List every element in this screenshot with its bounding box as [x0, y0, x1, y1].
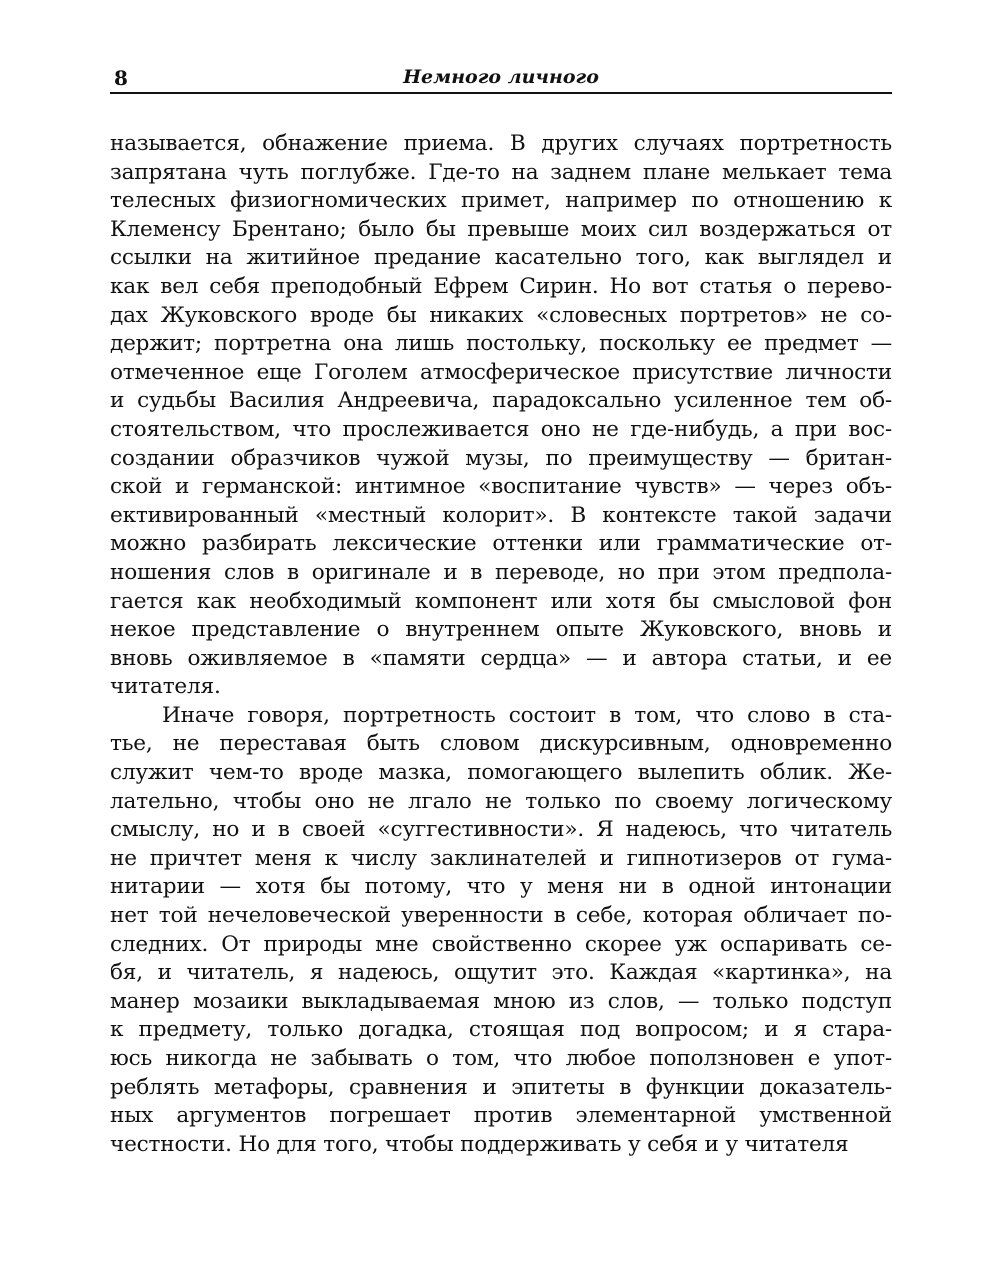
text-line: называется, обнажение приема. В других случаях портретность	[110, 131, 892, 156]
text-line: стоятельством, что прослеживается оно не где-нибудь, а при вос-	[110, 416, 892, 442]
book-page	[110, 60, 892, 1159]
text-line: юсь никогда не забывать о том, что любое поползновен е упот-	[110, 1046, 892, 1071]
text-line: телесных физиогномических примет, например по отношению к	[110, 188, 892, 214]
text-line: бя, и читатель, я надеюсь, ощутит это. Каждая «картинка», на	[110, 960, 892, 986]
text-line: не причтет меня к числу заклинателей и гипнотизеров от гума-	[110, 845, 892, 871]
text-line: гается как необходимый компонент или хотя бы смысловой фон	[110, 588, 892, 614]
text-line: нитарии — хотя бы потому, что у меня ни в одной интонации	[110, 874, 892, 900]
running-title: Немного личного	[403, 66, 599, 88]
text-line: вновь оживляемое в «памяти сердца» — и автора статьи, и ее	[110, 645, 892, 671]
text-line: читателя.	[110, 674, 221, 700]
text-line: смыслу, но и в своей «суггестивности». Я надеюсь, что читатель	[110, 817, 892, 843]
text-line: реблять метафоры, сравнения и эпитеты в функции доказатель-	[110, 1074, 892, 1100]
text-line: запрятана чуть поглубже. Где-то на заднем плане мелькает тема	[110, 159, 892, 185]
text-line: держит; портретна она лишь постольку, поскольку ее предмет —	[110, 331, 892, 357]
text-line: нет той нечеловеческой уверенности в себе, которая обличает по-	[110, 903, 892, 929]
text-line: манер мозаики выкладываемая мною из слов, — только подступ	[110, 988, 892, 1014]
text-line: некое представление о внутреннем опыте Жуковского, вновь и	[110, 617, 892, 643]
text-line: как вел себя преподобный Ефрем Сирин. Но вот статья о перево-	[110, 273, 892, 299]
text-line: тье, не переставая быть словом дискурсивным, одновременно	[110, 731, 892, 757]
text-line: отмеченное еще Гоголем атмосферическое присутствие личности	[110, 359, 892, 385]
text-line: и судьбы Василия Андреевича, парадоксально усиленное тем об-	[110, 388, 892, 414]
text-line: можно разбирать лексические оттенки или грамматические от-	[110, 531, 892, 557]
text-line: создании образчиков чужой музы, по преимуществу — британ-	[110, 445, 892, 471]
text-line: лательно, чтобы оно не лгало не только по своему логическому	[110, 788, 892, 814]
text-line: Иначе говоря, портретность состоит в том, что слово в ста-	[162, 702, 892, 728]
text-line: следних. От природы мне свойственно скорее уж оспаривать се-	[110, 931, 892, 957]
paragraph	[110, 702, 892, 1160]
body-text	[110, 130, 892, 1159]
text-line: ссылки на житийное предание касательно того, как выглядел и	[110, 245, 892, 271]
text-line: Клеменсу Брентано; было бы превыше моих сил воздержаться от	[110, 216, 892, 242]
text-line: к предмету, только догадка, стоящая под вопросом; и я стара-	[110, 1017, 892, 1043]
text-line: ношения слов в оригинале и в переводе, но при этом предпола-	[110, 559, 892, 585]
text-line: ективированный «местный колорит». В контексте такой задачи	[110, 502, 892, 528]
paragraph	[110, 130, 892, 702]
page-number: 8	[114, 66, 128, 90]
text-line: честности. Но для того, чтобы поддерживать у себя и у читателя	[110, 1131, 849, 1157]
text-line: служит чем-то вроде мазка, помогающего вылепить облик. Же-	[110, 760, 892, 786]
text-line: ской и германской: интимное «воспитание чувств» — через объ-	[110, 474, 892, 500]
running-head	[110, 60, 892, 94]
text-line: ных аргументов погрешает против элементарной умственной	[110, 1103, 892, 1129]
text-line: дах Жуковского вроде бы никаких «словесных портретов» не со-	[110, 302, 892, 328]
